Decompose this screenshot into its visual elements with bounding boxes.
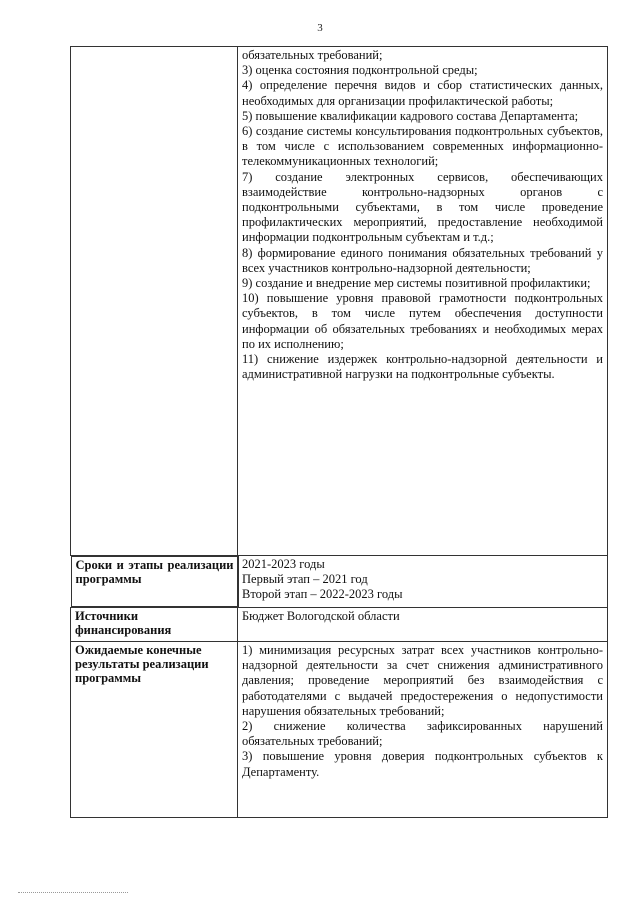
funding-label: Источники финансирования	[71, 608, 238, 642]
list-item: 3) оценка состояния подконтрольной среды;	[242, 63, 478, 78]
page-number: 3	[317, 22, 323, 34]
list-item: 6) создание системы консультирования подконтрольных субъектов, в том числе с использованием современных информационно-телекоммуникационных технологий;	[242, 124, 603, 169]
program-passport-table	[70, 46, 608, 818]
list-item: 7) создание электронных сервисов, обеспечивающих взаимодействие контрольно-надзорных органов с подконтрольными субъектами, в том числе проведение профилактических мероприятий, предоставление необходимой информации подконтрольным субъектам и т.д.;	[242, 169, 603, 245]
list-item: 4) определение перечня видов и сбор статистических данных, необходимых для организации профилактической работы;	[242, 78, 603, 108]
list-item: 11) снижение издержек контрольно-надзорной деятельности и административной нагрузки на подконтрольные субъекты.	[242, 352, 603, 382]
table-row-funding	[71, 608, 608, 642]
table-row-tasks	[71, 47, 608, 556]
list-item: 2) снижение количества зафиксированных нарушений обязательных требований;	[242, 719, 603, 749]
list-item: 3) повышение уровня доверия подконтрольных субъектов к Департаменту.	[242, 749, 603, 779]
terms-line: Первый этап – 2021 год	[242, 572, 368, 587]
results-label: Ожидаемые конечные результаты реализации программы	[71, 642, 238, 818]
list-item: 10) повышение уровня правовой грамотности подконтрольных субъектов, в том числе путем обеспечения доступности информации об обязательных требованиях и необходимых мерах по их исполнению;	[242, 291, 603, 351]
funding-value: Бюджет Вологодской области	[238, 608, 608, 642]
terms-line: 2021-2023 годы	[242, 557, 325, 571]
terms-value-cell	[238, 556, 608, 608]
tasks-label-cell	[71, 47, 238, 556]
list-item: обязательных требований;	[242, 48, 383, 62]
list-item: 8) формирование единого понимания обязательных требований у всех участников контрольно-надзорной деятельности;	[242, 245, 603, 275]
list-item: 9) создание и внедрение мер системы позитивной профилактики;	[242, 276, 591, 291]
terms-line: Второй этап – 2022-2023 годы	[242, 587, 403, 602]
terms-label: Сроки и этапы реализации программы	[71, 556, 239, 607]
table-row-terms	[71, 556, 608, 608]
list-item: 1) минимизация ресурсных затрат всех участников контрольно-надзорной деятельности за счет снижения административного давления; проведение мероприятий без взаимодействия с работодателями с выдачей предостережения о недопустимости нарушения обязательных требований;	[242, 643, 603, 718]
results-value-cell	[238, 642, 608, 818]
footer-divider	[18, 892, 128, 893]
tasks-value-cell	[238, 47, 608, 556]
list-item: 5) повышение квалификации кадрового состава Департамента;	[242, 108, 579, 123]
table-row-results	[71, 642, 608, 818]
